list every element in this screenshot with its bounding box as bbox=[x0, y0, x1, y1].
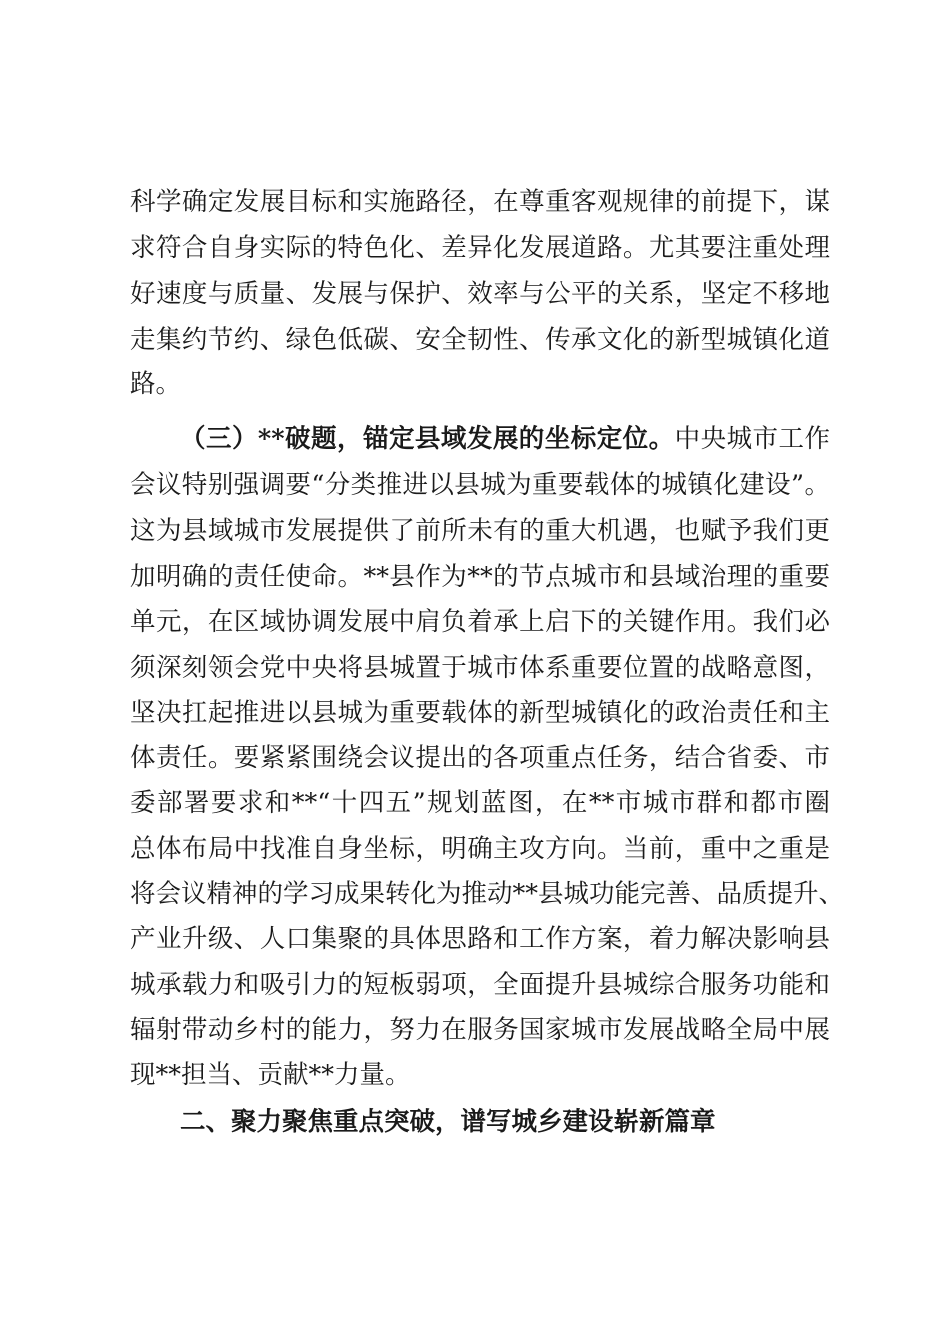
paragraph2-line-3: 这为县域城市发展提供了前所未有的重大机遇，也赋予我们更 bbox=[130, 516, 830, 546]
paragraph1-line-1: 科学确定发展目标和实施路径，在尊重客观规律的前提下，谋 bbox=[130, 187, 830, 217]
paragraph2-line-11: 将会议精神的学习成果转化为推动**县城功能完善、品质提升、 bbox=[130, 879, 845, 909]
paragraph2-line-12: 产业升级、人口集聚的具体思路和工作方案，着力解决影响县 bbox=[130, 924, 830, 954]
paragraph1-line-2: 求符合自身实际的特色化、差异化发展道路。尤其要注重处理 bbox=[130, 233, 830, 263]
paragraph2-line-1 bbox=[180, 419, 830, 459]
paragraph1-line-5: 路。 bbox=[130, 369, 182, 399]
paragraph2-line-4: 加明确的责任使命。**县作为**的节点城市和县域治理的重要 bbox=[130, 562, 830, 592]
paragraph2-line-15: 现**担当、贡献**力量。 bbox=[130, 1060, 411, 1090]
paragraph2-line-8: 体责任。要紧紧围绕会议提出的各项重点任务，结合省委、市 bbox=[130, 743, 830, 773]
paragraph1-line-4: 走集约节约、绿色低碳、安全韧性、传承文化的新型城镇化道 bbox=[130, 325, 830, 355]
paragraph1-line-3: 好速度与质量、发展与保护、效率与公平的关系，坚定不移地 bbox=[130, 279, 830, 309]
paragraph2-bold-lead: （三）**破题，锚定县域发展的坐标定位。 bbox=[180, 424, 675, 454]
paragraph2-first-line-rest: 中央城市工作 bbox=[674, 424, 830, 454]
paragraph2-line-6: 须深刻领会党中央将县城置于城市体系重要位置的战略意图， bbox=[130, 653, 830, 683]
paragraph2-line-7: 坚决扛起推进以县城为重要载体的新型城镇化的政治责任和主 bbox=[130, 698, 830, 728]
paragraph2-line-10: 总体布局中找准自身坐标，明确主攻方向。当前，重中之重是 bbox=[130, 834, 830, 864]
paragraph2-line-9: 委部署要求和**“十四五”规划蓝图，在**市城市群和都市圈 bbox=[130, 788, 830, 818]
paragraph2-line-2: 会议特别强调要“分类推进以县城为重要载体的城镇化建设”。 bbox=[130, 470, 830, 500]
section-heading: 二、聚力聚焦重点突破，谱写城乡建设崭新篇章 bbox=[180, 1107, 716, 1137]
paragraph2-line-5: 单元，在区域协调发展中肩负着承上启下的关键作用。我们必 bbox=[130, 607, 830, 637]
paragraph2-line-13: 城承载力和吸引力的短板弱项，全面提升县城综合服务功能和 bbox=[130, 970, 830, 1000]
paragraph2-line-14: 辐射带动乡村的能力，努力在服务国家城市发展战略全局中展 bbox=[130, 1015, 830, 1045]
